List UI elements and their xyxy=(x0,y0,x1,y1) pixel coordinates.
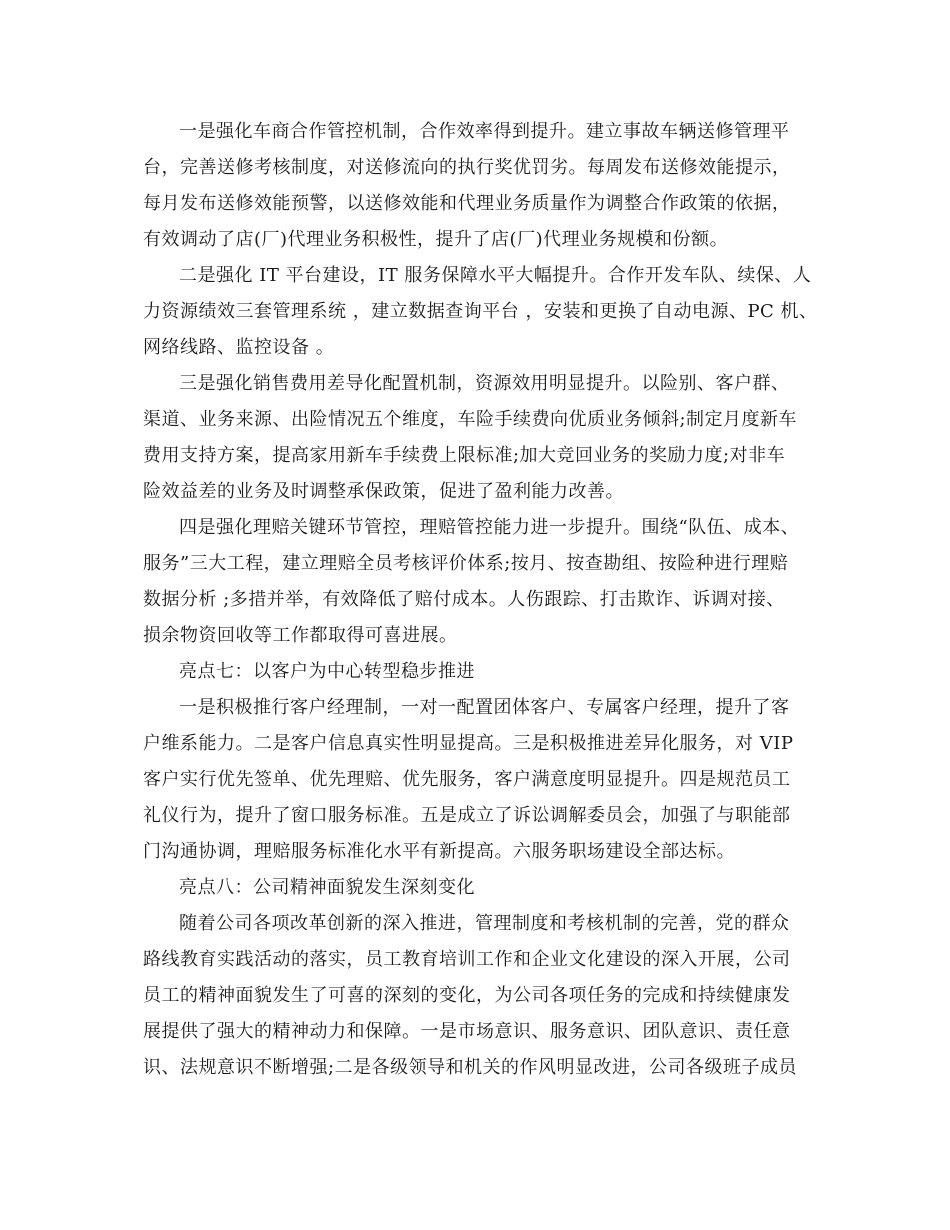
paragraph-line: 员工的精神面貌发生了可喜的深刻的变化，为公司各项任务的完成和持续健康发 xyxy=(143,985,791,1006)
paragraph-line: 网络线路、监控设备 。 xyxy=(143,337,335,358)
section-heading: 亮点七：以客户为中心转型稳步推进 xyxy=(179,661,475,682)
paragraph-line: 四是强化理赔关键环节管控，理赔管控能力进一步提升。围绕“队伍、成本、 xyxy=(179,517,800,538)
paragraph-line: 数据分析 ;多措并举，有效降低了赔付成本。人伤跟踪、打击欺诈、诉调对接、 xyxy=(143,589,785,610)
paragraph-line: 损余物资回收等工作都取得可喜进展。 xyxy=(143,625,458,646)
paragraph-line: 三是强化销售费用差导化配置机制，资源效用明显提升。以险别、客户群、 xyxy=(179,373,790,394)
paragraph-line: 户维系能力。二是客户信息真实性明显提高。三是积极推进差异化服务，对 VIP xyxy=(143,733,794,754)
paragraph-line: 有效调动了店(厂)代理业务积极性，提升了店(厂)代理业务规模和份额。 xyxy=(143,229,729,250)
paragraph-line: 台，完善送修考核制度，对送修流向的执行奖优罚劣。每周发布送修效能提示， xyxy=(143,157,791,178)
paragraph-line: 力资源绩效三套管理系统 ，建立数据查询平台 ，安装和更换了自动电源、PC 机、 xyxy=(143,301,818,322)
paragraph-line: 路线教育实践活动的落实，员工教育培训工作和企业文化建设的深入开展，公司 xyxy=(143,949,791,970)
paragraph-line: 费用支持方案，提高家用新车手续费上限标准;加大竞回业务的奖励力度;对非车 xyxy=(143,445,786,466)
paragraph-line: 一是积极推行客户经理制，一对一配置团体客户、专属客户经理，提升了客 xyxy=(179,697,790,718)
paragraph-line: 一是强化车商合作管控机制，合作效率得到提升。建立事故车辆送修管理平 xyxy=(179,121,790,142)
paragraph-line: 礼仪行为，提升了窗口服务标准。五是成立了诉讼调解委员会，加强了与职能部 xyxy=(143,805,791,826)
paragraph-line: 每月发布送修效能预警，以送修效能和代理业务质量作为调整合作政策的依据， xyxy=(143,193,791,214)
paragraph-line: 识、法规意识不断增强;二是各级领导和机关的作风明显改进，公司各级班子成员 xyxy=(143,1057,798,1078)
paragraph-line: 服务”三大工程，建立理赔全员考核评价体系;按月、按查勘组、按险种进行理赔 xyxy=(143,553,789,574)
paragraph-line: 二是强化 IT 平台建设，IT 服务保障水平大幅提升。合作开发车队、续保、人 xyxy=(179,265,812,286)
paragraph-line: 险效益差的业务及时调整承保政策，促进了盈利能力改善。 xyxy=(143,481,624,502)
section-heading: 亮点八：公司精神面貌发生深刻变化 xyxy=(179,877,475,898)
paragraph-line: 渠道、业务来源、出险情况五个维度，车险手续费向优质业务倾斜;制定月度新车 xyxy=(143,409,798,430)
paragraph-line: 门沟通协调，理赔服务标准化水平有新提高。六服务职场建设全部达标。 xyxy=(143,841,735,862)
paragraph-line: 客户实行优先签单、优先理赔、优先服务，客户满意度明显提升。四是规范员工 xyxy=(143,769,791,790)
paragraph-line: 展提供了强大的精神动力和保障。一是市场意识、服务意识、团队意识、责任意 xyxy=(143,1021,791,1042)
paragraph-line: 随着公司各项改革创新的深入推进，管理制度和考核机制的完善，党的群众 xyxy=(179,913,790,934)
